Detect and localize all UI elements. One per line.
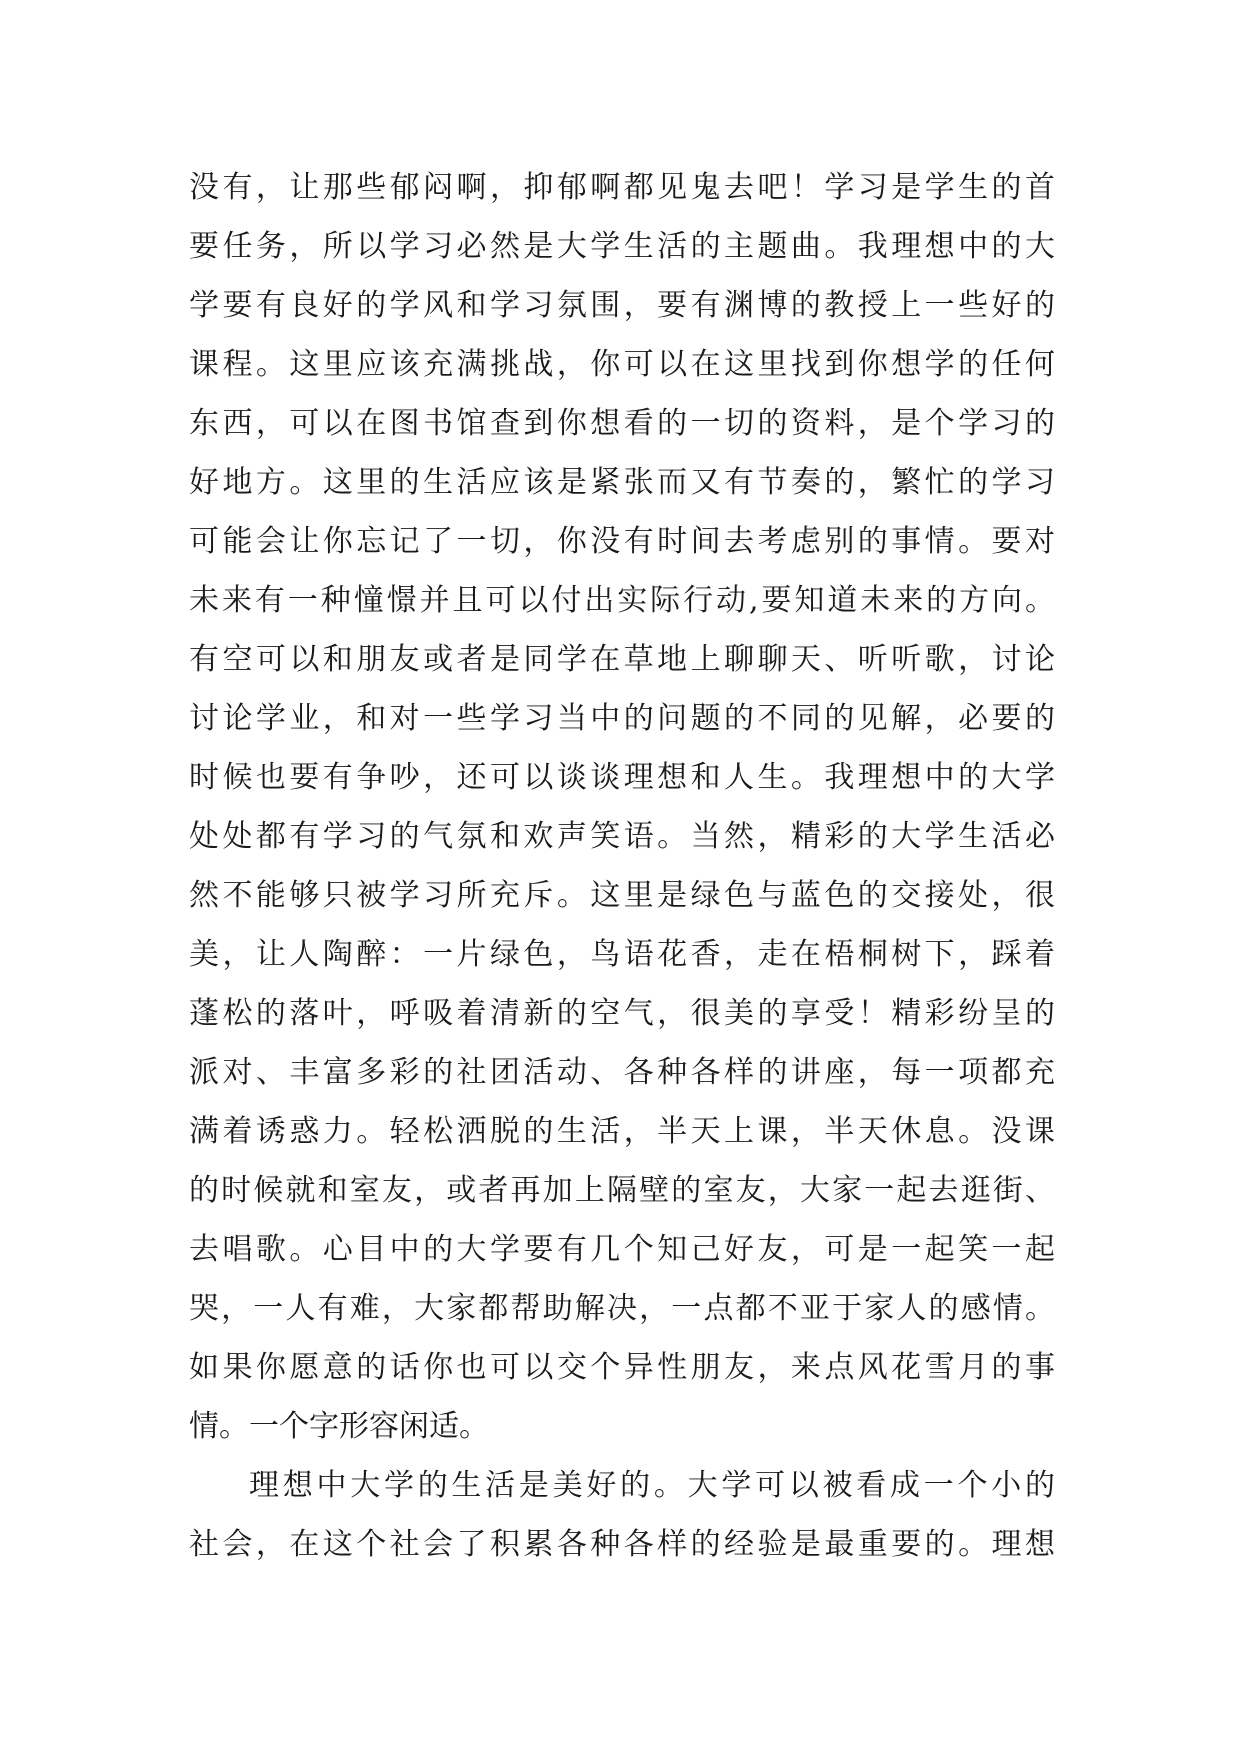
text-line: 去唱歌。心目中的大学要有几个知己好友，可是一起笑一起: [189, 1232, 1055, 1267]
text-line: 如果你愿意的话你也可以交个异性朋友，来点风花雪月的事: [189, 1350, 1055, 1385]
paragraph-end-line: 情。一个字形容闲适。: [189, 1409, 489, 1444]
text-line: 学要有良好的学风和学习氛围，要有渊博的教授上一些好的: [189, 288, 1055, 323]
text-line: 没有，让那些郁闷啊，抑郁啊都见鬼去吧！学习是学生的首: [189, 170, 1055, 205]
paragraph-start-line: 理想中大学的生活是美好的。大学可以被看成一个小的: [249, 1468, 1055, 1503]
text-line: 处处都有学习的气氛和欢声笑语。当然，精彩的大学生活必: [189, 819, 1055, 854]
text-line: 要任务，所以学习必然是大学生活的主题曲。我理想中的大: [189, 229, 1055, 264]
text-line: 东西，可以在图书馆查到你想看的一切的资料，是个学习的: [189, 406, 1055, 441]
text-line: 好地方。这里的生活应该是紧张而又有节奏的，繁忙的学习: [189, 465, 1055, 500]
text-line: 社会，在这个社会了积累各种各样的经验是最重要的。理想: [189, 1527, 1055, 1562]
body-text: [189, 158, 1055, 1574]
text-line: 满着诱惑力。轻松洒脱的生活，半天上课，半天休息。没课: [189, 1114, 1055, 1149]
text-line: 哭，一人有难，大家都帮助解决，一点都不亚于家人的感情。: [189, 1291, 1055, 1326]
text-line: 的时候就和室友，或者再加上隔壁的室友，大家一起去逛街、: [189, 1173, 1055, 1208]
text-line: 有空可以和朋友或者是同学在草地上聊聊天、听听歌，讨论: [189, 642, 1055, 677]
text-line: 讨论学业，和对一些学习当中的问题的不同的见解，必要的: [189, 701, 1055, 736]
text-line: 美，让人陶醉：一片绿色，鸟语花香，走在梧桐树下，踩着: [189, 937, 1055, 972]
text-line: 未来有一种憧憬并且可以付出实际行动,要知道未来的方向。: [189, 583, 1055, 618]
text-line: 课程。这里应该充满挑战，你可以在这里找到你想学的任何: [189, 347, 1055, 382]
text-line: 可能会让你忘记了一切，你没有时间去考虑别的事情。要对: [189, 524, 1055, 559]
text-line: 然不能够只被学习所充斥。这里是绿色与蓝色的交接处，很: [189, 878, 1055, 913]
text-line: 时候也要有争吵，还可以谈谈理想和人生。我理想中的大学: [189, 760, 1055, 795]
text-line: 蓬松的落叶，呼吸着清新的空气，很美的享受！精彩纷呈的: [189, 996, 1055, 1031]
text-line: 派对、丰富多彩的社团活动、各种各样的讲座，每一项都充: [189, 1055, 1055, 1090]
